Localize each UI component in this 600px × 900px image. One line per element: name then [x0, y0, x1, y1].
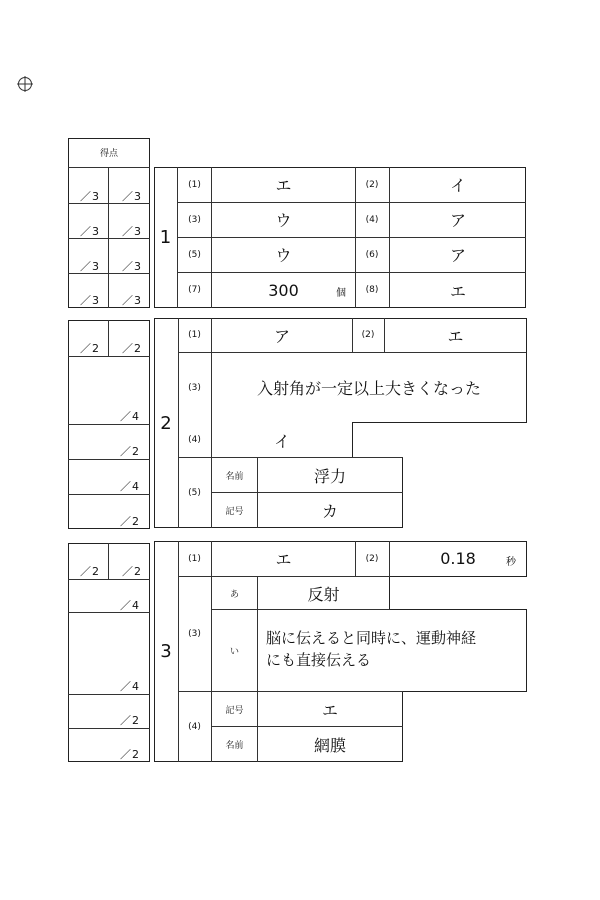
question-label: (3) — [188, 383, 201, 393]
section3-border — [389, 576, 527, 577]
score-cell: ／2 — [122, 565, 142, 578]
score-divider — [108, 320, 109, 356]
answer-line: にも直接伝える — [266, 651, 372, 669]
section3-number: 3 — [160, 641, 172, 662]
unit-label: 秒 — [506, 557, 516, 568]
score-divider — [68, 728, 150, 729]
score-divider — [68, 579, 150, 580]
sub-label: い — [229, 647, 239, 657]
section1-number — [154, 167, 178, 308]
score-cell: ／2 — [120, 445, 140, 458]
section2-number: 2 — [160, 412, 172, 434]
answer-cell[interactable]: 網膜 — [313, 736, 346, 755]
answer-cell[interactable]: イ — [273, 431, 290, 451]
section3-border — [526, 541, 527, 576]
sub-label: 記号 — [225, 705, 244, 716]
answer-cell[interactable]: ア — [273, 326, 290, 346]
answer-cell[interactable]: ア — [449, 246, 466, 265]
question-label: (2) — [365, 553, 379, 564]
question-label: (1) — [188, 179, 201, 190]
score-divider — [68, 356, 150, 357]
score-cell: ／3 — [122, 225, 142, 238]
score-divider — [68, 694, 150, 695]
score-cell: ／3 — [80, 225, 100, 238]
question-label: (7) — [188, 285, 201, 295]
question-label: (5) — [188, 249, 201, 260]
score-divider — [68, 459, 150, 460]
answer-cell[interactable]: エ — [275, 176, 292, 195]
answer-cell[interactable]: エ — [321, 700, 338, 720]
score-cell: ／4 — [120, 410, 140, 423]
score-divider — [68, 424, 150, 425]
section1-number-text: 1 — [159, 227, 172, 248]
answer-cell[interactable] — [266, 627, 524, 687]
score-cell: ／2 — [122, 342, 142, 355]
answer-cell[interactable]: エ — [447, 326, 464, 346]
section3-border — [526, 609, 527, 692]
section3-border — [389, 609, 527, 610]
sub-label: あ — [229, 589, 239, 600]
registration-mark-icon — [17, 76, 33, 92]
score-divider — [68, 494, 150, 495]
question-label: (8) — [365, 285, 379, 295]
score-cell: ／2 — [120, 515, 140, 528]
score-divider — [108, 543, 109, 579]
question-label: (4) — [188, 722, 201, 732]
answer-cell[interactable]: エ — [275, 550, 292, 569]
question-label: (4) — [365, 214, 379, 225]
score-header-text: 得点 — [99, 149, 118, 159]
score-cell: ／3 — [122, 260, 142, 273]
question-label: (6) — [365, 249, 379, 260]
score-cell: ／2 — [80, 565, 100, 578]
section2-border — [352, 422, 353, 458]
score-cell: ／2 — [120, 714, 140, 727]
score-cell: ／3 — [80, 190, 100, 203]
sub-label: 名前 — [225, 471, 244, 482]
answer-cell[interactable]: ア — [449, 211, 466, 230]
section2-border — [352, 422, 527, 423]
answer-cell[interactable]: 0.18 — [440, 549, 476, 568]
score-cell: ／4 — [120, 599, 140, 612]
answer-cell[interactable]: ウ — [275, 211, 292, 230]
answer-cell[interactable]: エ — [449, 281, 466, 301]
question-label: (1) — [188, 330, 201, 340]
question-label: (1) — [188, 553, 201, 564]
answer-cell[interactable]: 反射 — [307, 584, 340, 604]
score-cell: ／3 — [122, 294, 142, 307]
section3-border — [402, 691, 527, 692]
score-cell: ／4 — [120, 480, 140, 493]
answer-cell[interactable]: ウ — [275, 246, 292, 265]
question-label: (3) — [188, 214, 201, 225]
question-label: (3) — [188, 629, 201, 639]
answer-cell[interactable]: 300 — [268, 280, 299, 300]
answer-cell[interactable]: 入射角が一定以上大きくなった — [256, 379, 481, 398]
question-label: (2) — [365, 179, 379, 190]
unit-label: 個 — [336, 288, 346, 299]
score-cell: ／3 — [80, 294, 100, 307]
sub-label: 名前 — [225, 741, 244, 751]
score-cell: ／3 — [122, 190, 142, 203]
score-cell: ／2 — [80, 342, 100, 355]
question-label: (5) — [188, 488, 201, 498]
score-header — [68, 138, 150, 168]
section2-border — [526, 318, 527, 422]
sub-label: 記号 — [225, 507, 244, 517]
score-cell: ／3 — [80, 260, 100, 273]
answer-line: 脳に伝えると同時に、運動神経 — [266, 629, 477, 647]
score-cell: ／2 — [120, 748, 140, 761]
question-label: (2) — [361, 330, 375, 340]
answer-cell[interactable]: イ — [449, 176, 466, 195]
section3-border — [389, 576, 390, 610]
score-cell: ／4 — [120, 680, 140, 693]
question-label: (4) — [188, 435, 201, 445]
answer-cell[interactable]: カ — [321, 502, 338, 521]
answer-cell[interactable]: 浮力 — [313, 466, 346, 486]
